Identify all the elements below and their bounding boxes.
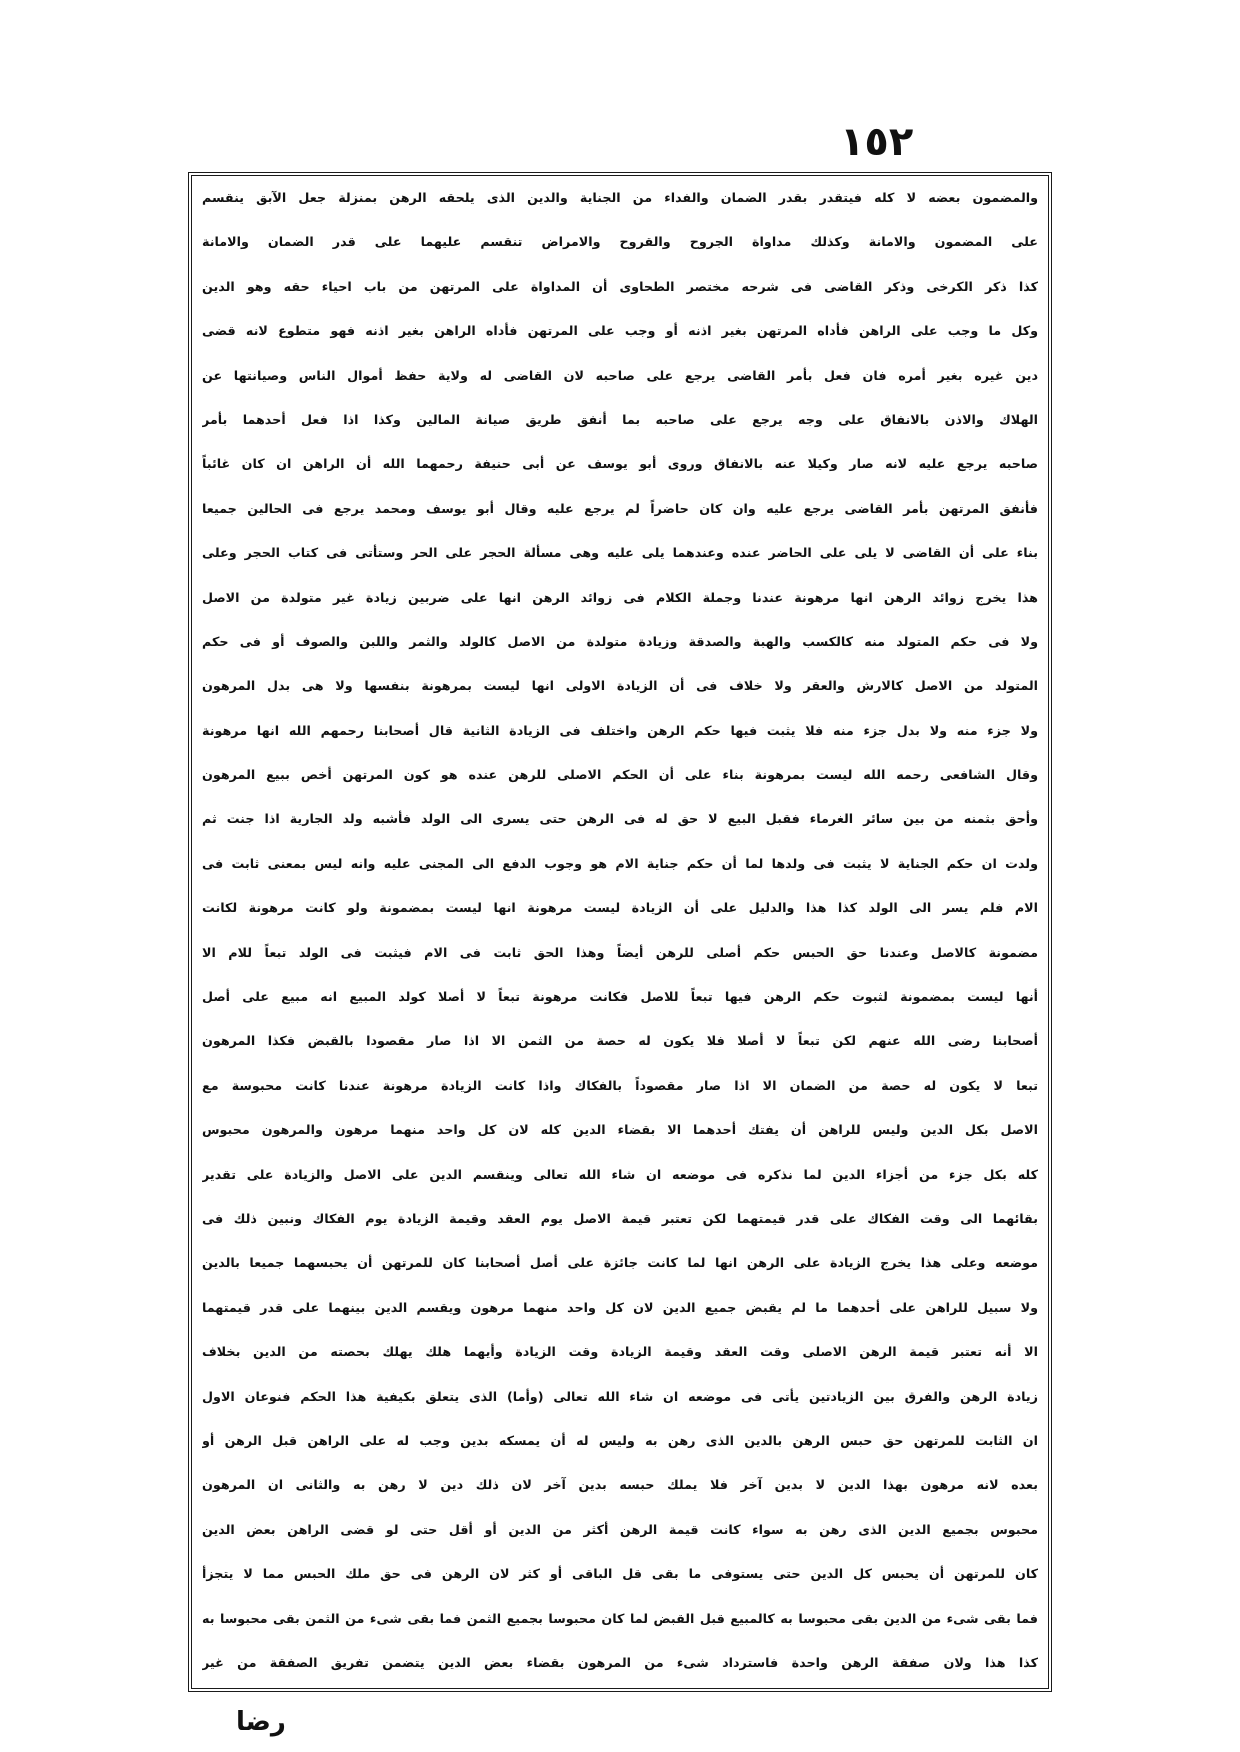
text-line: ولا فى حكم المتولد منه كالكسب والهبة والصدقة وزيادة متولدة من الاصل كالولد والثمر واللبن والصوف أو فى حكم	[202, 633, 1038, 649]
text-line: بعده لانه مرهون بهذا الدين لا بدين آخر فلا يملك حبسه بدين آخر لان ذلك دين لا رهن به والثانى ان المرهون	[202, 1477, 1038, 1493]
text-line: فأنفق المرتهن بأمر القاضى يرجع عليه وان كان حاضراً لم يرجع عليه وقال أبو يوسف ومحمد يرجع فى الحالين جميعا	[202, 500, 1038, 516]
text-line: تبعا لا يكون له حصة من الضمان الا اذا صار مقصوداً بالفكاك واذا كانت الزيادة مرهونة عندنا كانت محبوسة مع	[202, 1077, 1038, 1093]
text-line: بناء على أن القاضى لا يلى على الحاضر عنده وعندهما يلى عليه وهى مسألة الحجر على الحر وستأتى فى كتاب الحجر وعلى	[202, 545, 1038, 561]
text-line: موضعه وعلى هذا يخرج الزيادة على الرهن انها لما كانت جائزة على أصل أصحابنا كان للمرتهن أن يحبسهما جميعا بالدين	[202, 1255, 1038, 1271]
text-line: الاصل بكل الدين وليس للراهن أن يفتك أحدهما الا بقضاء الدين كله لان كل واحد منهما مرهون والمرهون محبوس	[202, 1122, 1038, 1138]
text-line: كان للمرتهن أن يحبس كل الدين حتى يستوفى ما بقى قل الباقى أو كثر لان الرهن فى حق ملك الحبس مما لا يتجزأ	[202, 1566, 1038, 1582]
text-line: بقائهما الى وقت الفكاك على قدر قيمتهما لكن تعتبر قيمة الاصل يوم العقد وقيمة الزيادة يوم الفكاك ونبين ذلك فى	[202, 1210, 1038, 1226]
text-line: فما بقى شىء من الدين بقى محبوسا به كالمبيع قبل القبض لما كان محبوسا بجميع الثمن فما بقى شىء من الثمن بقى محبوسا به	[202, 1610, 1038, 1626]
text-line: وأحق بثمنه من بين سائر الغرماء فقبل البيع لا حق له فى الرهن حتى يسرى الى الولد فأشبه ولد الجارية اذا جنت ثم	[202, 811, 1038, 827]
text-line: المتولد من الاصل كالارش والعقر ولا خلاف فى أن الزيادة الاولى انها ليست بمرهونة بنفسها ولا هى بدل المرهون	[202, 678, 1038, 694]
text-line: أصحابنا رضى الله عنهم لكن تبعاً لا أصلا فلا يكون له حصة من الثمن الا اذا صار مقصودا بالقبض فكذا المرهون	[202, 1033, 1038, 1049]
text-line: دين غيره بغير أمره فان فعل بأمر القاضى يرجع على صاحبه لان القاضى له ولاية حفظ أموال الناس وصيانتها عن	[202, 367, 1038, 383]
text-line: كله بكل جزء من أجزاء الدين لما نذكره فى موضعه ان شاء الله تعالى وينقسم الدين على الاصل والزيادة على تقدير	[202, 1166, 1038, 1182]
text-line: كذا هذا ولان صفقة الرهن واحدة فاسترداد شىء من المرهون بقضاء بعض الدين يتضمن تفريق الصفقة من غير	[202, 1654, 1038, 1670]
text-line: الهلاك والاذن بالانفاق على وجه يرجع على صاحبه بما أنفق طريق صيانة المالين وكذا اذا فعل أحدهما بأمر	[202, 411, 1038, 427]
text-line: ولا سبيل للراهن على أحدهما ما لم يقبض جميع الدين لان كل واحد منهما مرهون ويقسم الدين بينهما على قدر قيمتهما	[202, 1299, 1038, 1315]
text-line: أنها ليست بمضمونة لثبوت حكم الرهن فيها تبعاً للاصل فكانت مرهونة تبعاً لا أصلا كولد المبيع انه مبيع على أصل	[202, 989, 1038, 1005]
text-line: على المضمون والامانة وكذلك مداواة الجروح والقروح والامراض تنقسم عليهما على قدر الضمان والامانة	[202, 234, 1038, 250]
text-line: زيادة الرهن والفرق بين الزيادتين يأتى فى موضعه ان شاء الله تعالى (وأما) الذى يتعلق بكيفية هذا الحكم فنوعان الاول	[202, 1388, 1038, 1404]
text-line: والمضمون بعضه لا كله فيتقدر بقدر الضمان والفداء من الجناية والدين الذى يلحقه الرهن بمنزلة جعل الآبق ينقسم	[202, 190, 1038, 205]
text-line: ولا جزء منه ولا بدل جزء منه فلا يثبت فيها حكم الرهن واختلف فى الزيادة الثانية قال أصحابنا رحمهم الله انها مرهونة	[202, 722, 1038, 738]
page-number: ١٥٢	[840, 119, 914, 165]
text-line: صاحبه يرجع عليه لانه صار وكيلا عنه بالانفاق وروى أبو يوسف عن أبى حنيفة رحمهما الله أن الراهن ان كان غائباً	[202, 456, 1038, 472]
text-line: الام فلم يسر الى الولد كذا هذا والدليل على أن الزيادة ليست مرهونة انها ليست بمضمونة ولو كانت مرهونة لكانت	[202, 900, 1038, 916]
text-line: وكل ما وجب على الراهن فأداه المرتهن بغير اذنه أو وجب على المرتهن فأداه الراهن بغير اذنه فهو متطوع لانه قضى	[202, 323, 1038, 339]
text-line: هذا يخرج زوائد الرهن انها مرهونة عندنا وجملة الكلام فى زوائد الرهن انها على ضربين زيادة غير متولدة من الاصل	[202, 589, 1038, 605]
text-frame	[188, 172, 1052, 1692]
text-line: محبوس بجميع الدين الذى رهن به سواء كانت قيمة الرهن أكثر من الدين أو أقل حتى لو قضى الراهن بعض الدين	[202, 1521, 1038, 1537]
text-line: كذا ذكر الكرخى وذكر القاضى فى شرحه مختصر الطحاوى أن المداواة على المرتهن من باب احياء حقه وهو الدين	[202, 278, 1038, 294]
text-line: مضمونة كالاصل وعندنا حق الحبس حكم أصلى للرهن أيضاً وهذا الحق ثابت فى الام فيثبت فى الولد تبعاً للام الا	[202, 944, 1038, 960]
catchword: رضا	[236, 1707, 286, 1737]
text-line: وقال الشافعى رحمه الله ليست بمرهونة بناء على أن الحكم الاصلى للرهن عنده هو كون المرتهن أخص ببيع المرهون	[202, 767, 1038, 783]
text-line: ان الثابت للمرتهن حق حبس الرهن بالدين الذى رهن به وليس له أن يمسكه بدين وجب له على الراهن قبل الرهن أو	[202, 1432, 1038, 1448]
text-line: ولدت ان حكم الجناية لا يثبت فى ولدها لما أن حكم جناية الام هو وجوب الدفع الى المجنى عليه وانه ليس بمعنى ثابت فى	[202, 855, 1038, 871]
text-line: الا أنه تعتبر قيمة الرهن الاصلى وقت العقد وقيمة الزيادة وقت الزيادة وأيهما هلك يهلك بحصته من الدين بخلاف	[202, 1344, 1038, 1360]
